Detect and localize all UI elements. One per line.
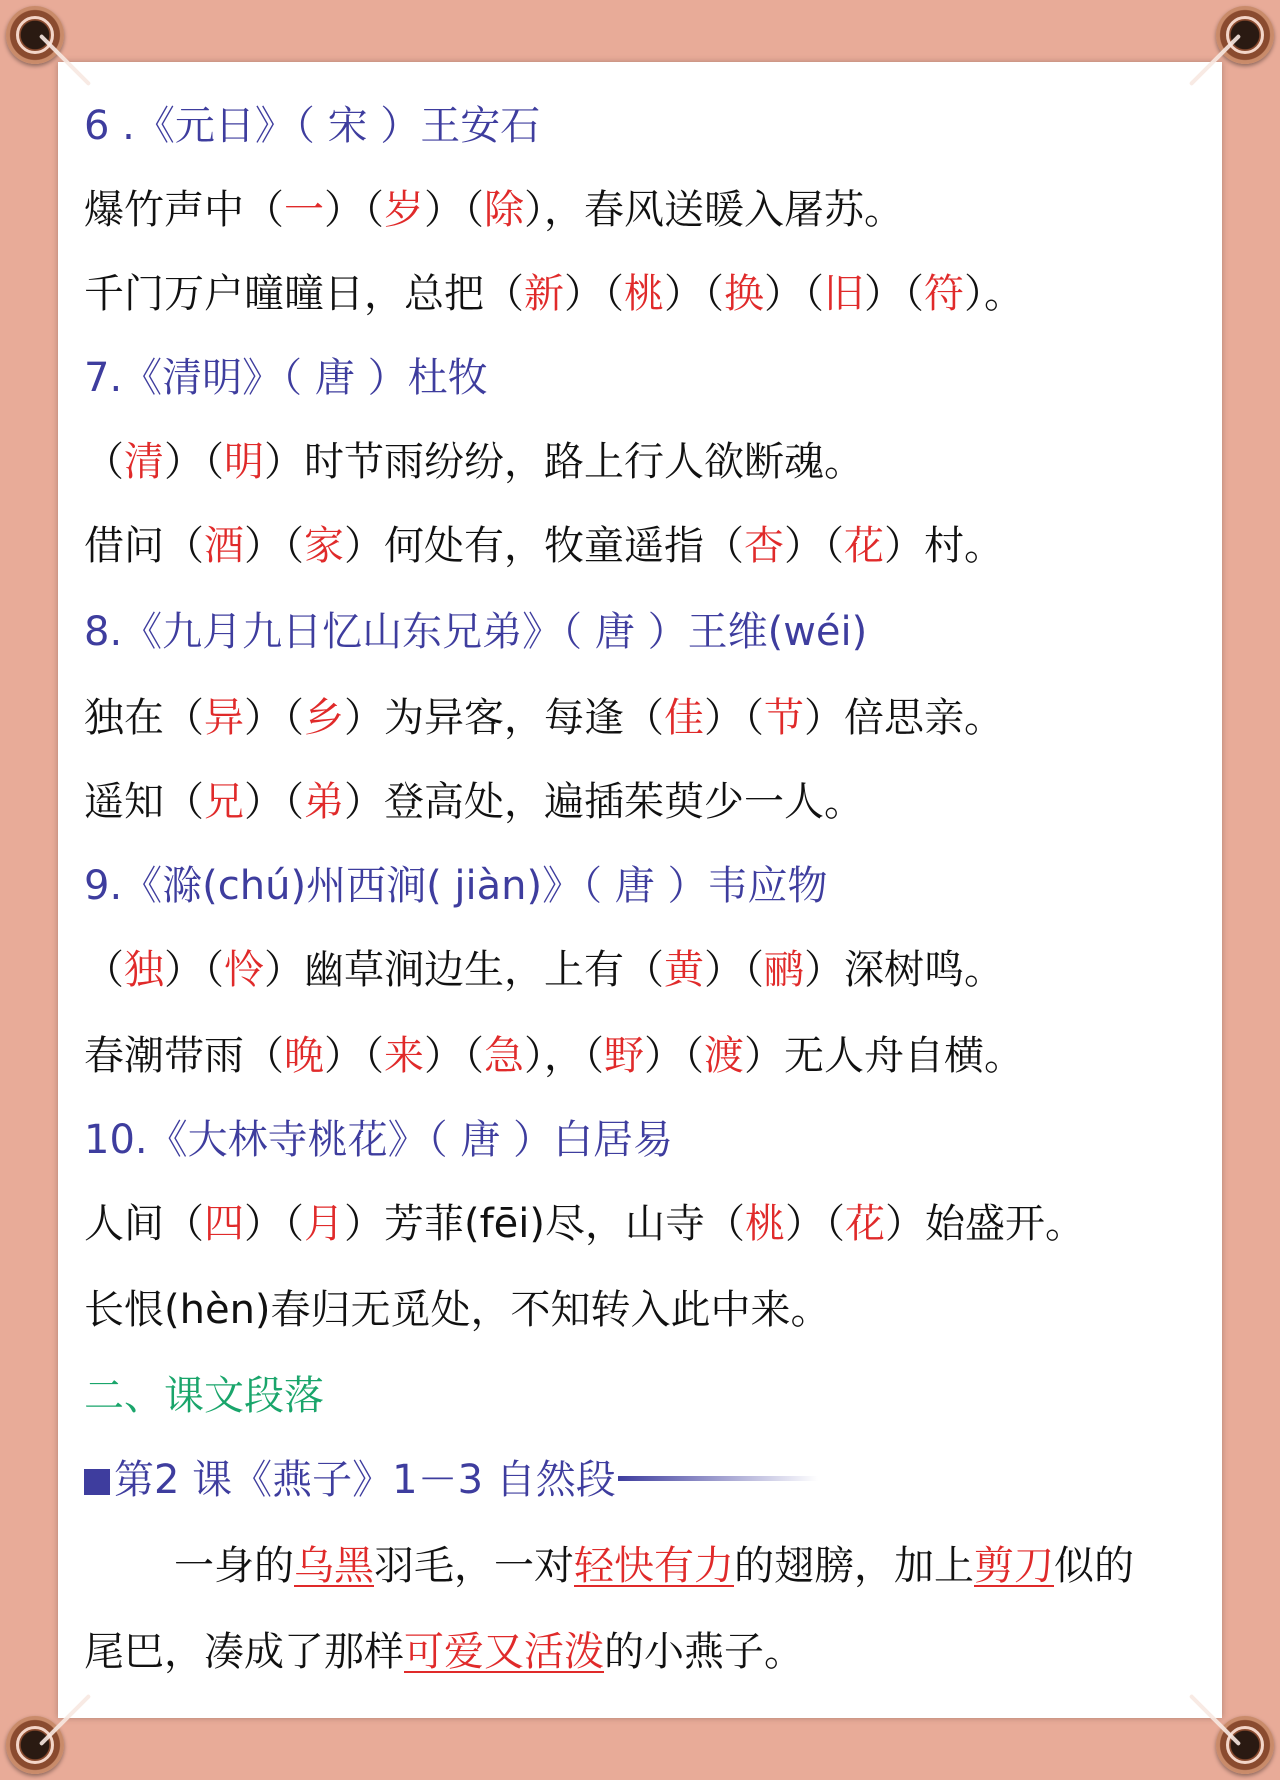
text-segment: 的小燕子。 bbox=[604, 1629, 804, 1675]
text-segment: 独在 bbox=[84, 695, 164, 741]
text-segment: 。 bbox=[984, 271, 1024, 317]
answer-blank: 岁 bbox=[384, 187, 424, 233]
text-segment: 深树鸣。 bbox=[844, 947, 1004, 993]
answer-blank: 独 bbox=[124, 947, 164, 993]
text-segment: 何处有，牧童遥指 bbox=[384, 523, 704, 569]
poem-10-line-1: 人间（四）（月）芳菲(fēi)尽，山寺（桃）（花）始盛开。 bbox=[84, 1201, 1086, 1247]
poem-10-line-2: 长恨(hèn)春归无觅处，不知转入此中来。 bbox=[84, 1287, 831, 1333]
answer-blank: 一 bbox=[284, 187, 324, 233]
text-segment: 倍思亲。 bbox=[844, 695, 1004, 741]
text-segment: 芳菲(fēi)尽，山寺 bbox=[384, 1201, 706, 1247]
text-segment: 的翅膀，加上 bbox=[734, 1543, 974, 1589]
answer-blank: 渡 bbox=[704, 1033, 744, 1079]
answer-blank: 怜 bbox=[224, 947, 264, 993]
answer-blank: 新 bbox=[524, 271, 564, 317]
answer-blank: 弟 bbox=[304, 779, 344, 825]
text-segment: 似的 bbox=[1054, 1543, 1134, 1589]
poem-6-title: 6 .《元日》（ 宋 ）王安石 bbox=[84, 103, 541, 149]
answer-blank: 来 bbox=[384, 1033, 424, 1079]
answer-blank: 符 bbox=[924, 271, 964, 317]
answer-blank: 除 bbox=[484, 187, 524, 233]
highlight-word: 乌黑 bbox=[294, 1543, 374, 1589]
answer-blank: 异 bbox=[204, 695, 244, 741]
poem-9-line-2: 春潮带雨（晚）（来）（急），（野）（渡）无人舟自横。 bbox=[84, 1033, 1024, 1079]
text-segment: 借问 bbox=[84, 523, 164, 569]
corner-grommet-bottom-right bbox=[1216, 1716, 1274, 1774]
text-segment: 村。 bbox=[924, 523, 1004, 569]
lesson-paragraph-line-1 bbox=[84, 1538, 1134, 1594]
answer-blank: 酒 bbox=[204, 523, 244, 569]
answer-blank: 花 bbox=[844, 523, 884, 569]
poem-8-title: 8.《九月九日忆山东兄弟》（ 唐 ）王维(wéi) bbox=[84, 609, 868, 655]
fade-line-decoration bbox=[618, 1476, 818, 1481]
text-segment: 时节雨纷纷，路上行人欲断魂。 bbox=[304, 439, 864, 485]
answer-blank: 花 bbox=[845, 1201, 886, 1247]
highlight-word: 轻快有力 bbox=[574, 1543, 734, 1589]
answer-blank: 月 bbox=[304, 1201, 344, 1247]
answer-blank: 野 bbox=[604, 1033, 644, 1079]
answer-blank: 桃 bbox=[624, 271, 664, 317]
highlight-word: 可爱又活泼 bbox=[404, 1629, 604, 1675]
answer-blank: 家 bbox=[304, 523, 344, 569]
text-segment: 人间 bbox=[84, 1201, 164, 1247]
text-segment: ， bbox=[544, 1033, 584, 1079]
lesson-title bbox=[84, 1452, 818, 1508]
text-segment: 羽毛，一对 bbox=[374, 1543, 574, 1589]
corner-grommet-top-left bbox=[6, 6, 64, 64]
answer-blank: 晚 bbox=[284, 1033, 324, 1079]
answer-blank: 四 bbox=[204, 1201, 244, 1247]
text-segment: 登高处，遍插茱萸少一人。 bbox=[384, 779, 864, 825]
corner-grommet-bottom-left bbox=[6, 1716, 64, 1774]
answer-blank: 兄 bbox=[204, 779, 244, 825]
answer-blank: 桃 bbox=[745, 1201, 786, 1247]
section-2-title: 二、课文段落 bbox=[84, 1373, 324, 1419]
lesson-paragraph-line-2 bbox=[84, 1624, 804, 1680]
answer-blank: 鹂 bbox=[764, 947, 804, 993]
text-segment: 千门万户曈曈日，总把 bbox=[84, 271, 484, 317]
answer-blank: 杏 bbox=[744, 523, 784, 569]
answer-blank: 清 bbox=[124, 439, 164, 485]
highlight-word: 剪刀 bbox=[974, 1543, 1054, 1589]
text-segment: 为异客，每逢 bbox=[384, 695, 624, 741]
poem-9-title: 9.《滁(chú)州西涧( jiàn)》（ 唐 ）韦应物 bbox=[84, 863, 828, 909]
poem-8-line-1: 独在（异）（乡）为异客，每逢（佳）（节）倍思亲。 bbox=[84, 695, 1004, 741]
text-segment: 一身的 bbox=[174, 1543, 294, 1589]
poem-7-title: 7.《清明》（ 唐 ）杜牧 bbox=[84, 355, 488, 401]
text-segment: 春潮带雨 bbox=[84, 1033, 244, 1079]
text-segment: 爆竹声中 bbox=[84, 187, 244, 233]
text-segment: 尾巴，凑成了那样 bbox=[84, 1629, 404, 1675]
answer-blank: 佳 bbox=[664, 695, 704, 741]
text-segment: ，春风送暖入屠苏。 bbox=[544, 187, 904, 233]
answer-blank: 急 bbox=[484, 1033, 524, 1079]
answer-blank: 黄 bbox=[664, 947, 704, 993]
text-segment: 遥知 bbox=[84, 779, 164, 825]
answer-blank: 乡 bbox=[304, 695, 344, 741]
square-bullet-icon bbox=[84, 1469, 110, 1495]
poem-6-line-1: 爆竹声中（一）（岁）（除），春风送暖入屠苏。 bbox=[84, 187, 904, 233]
text-segment: 始盛开。 bbox=[925, 1201, 1086, 1247]
text-segment: 无人舟自横。 bbox=[784, 1033, 1024, 1079]
answer-blank: 明 bbox=[224, 439, 264, 485]
corner-grommet-top-right bbox=[1216, 6, 1274, 64]
poem-9-line-1: （独）（怜）幽草涧边生，上有（黄）（鹂）深树鸣。 bbox=[84, 947, 1004, 993]
poem-6-line-2: 千门万户曈曈日，总把（新）（桃）（换）（旧）（符）。 bbox=[84, 271, 1024, 317]
answer-blank: 旧 bbox=[824, 271, 864, 317]
text-segment: 幽草涧边生，上有 bbox=[304, 947, 624, 993]
poem-10-title: 10.《大林寺桃花》（ 唐 ）白居易 bbox=[84, 1117, 674, 1163]
poem-7-line-1: （清）（明）时节雨纷纷，路上行人欲断魂。 bbox=[84, 439, 864, 485]
lesson-title-text: 第2 课《燕子》1－3 自然段 bbox=[114, 1457, 616, 1503]
answer-blank: 节 bbox=[764, 695, 804, 741]
poem-8-line-2: 遥知（兄）（弟）登高处，遍插茱萸少一人。 bbox=[84, 779, 864, 825]
poem-7-line-2: 借问（酒）（家）何处有，牧童遥指（杏）（花）村。 bbox=[84, 523, 1004, 569]
answer-blank: 换 bbox=[724, 271, 764, 317]
